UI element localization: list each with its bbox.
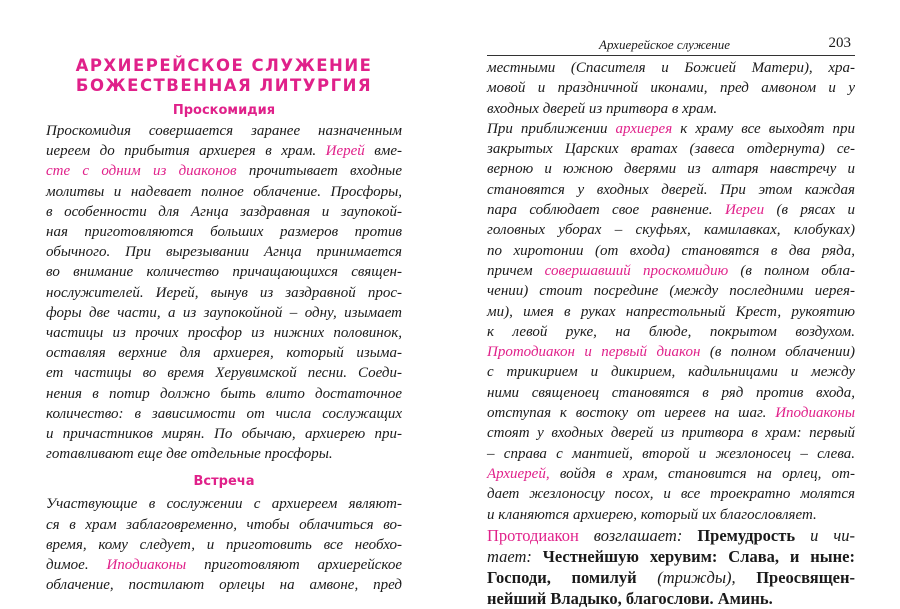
text-line: дает жезлоносцу посох, и все троекратно молятся [487, 486, 855, 503]
section-title-vstrecha: Встреча [193, 474, 255, 490]
text-line: верною и южною дверями из алтаря навстречу и [487, 161, 855, 178]
highlight-term: Иподиаконы [106, 557, 187, 574]
text-line: ними священоец становятся в ряд против входа, [487, 384, 855, 401]
text-line: Протодиакон возглашает: Премудрость и чи- [487, 525, 855, 545]
right-page-content [487, 58, 855, 609]
paragraph-proskomidia [46, 121, 402, 464]
text-line: частицы из прочих просфор из нижних половинок, [46, 325, 402, 342]
text-line: местными (Спасителя и Божией Матери), хра- [487, 60, 855, 76]
text-line [487, 588, 855, 609]
text-line: ная приготовляются больших размеров против [46, 224, 402, 241]
text-line: количество: в зависимости от числа сослужащих [46, 405, 402, 422]
text-line: ми), имея в руках напрестольный Крест, рукоятию [487, 303, 855, 320]
running-header [487, 37, 855, 56]
text-line: и кланяются архиерею, который их благословляет. [487, 506, 817, 523]
text-line: Участвующие в сослужении с архиереем являют- [46, 496, 402, 513]
text-line: обычного. При вырезывании Агнца принимается [46, 244, 402, 261]
text-line: чении) стоит посредине (между последними иерея- [487, 283, 855, 300]
text-line: становятся у входных дверей. При этом каждая [487, 181, 855, 198]
text-line: Проскомидия совершается заранее назначенным [46, 123, 402, 139]
text-line: тает: Честнейшую херувим: Слава, и ныне: [487, 546, 855, 566]
text-line: отступая к востоку от иереев на шаг. Иподиаконы [487, 405, 855, 422]
page-number: 203 [828, 35, 851, 51]
text-line: При приближении архиерея к храму все выходят при [487, 120, 855, 137]
text-line: форы две части, а из заупокойной – одну, изымает [46, 304, 402, 321]
left-page [46, 0, 402, 595]
paragraph-procession [487, 58, 855, 525]
highlight-term: совершавший проскомидию [544, 262, 729, 279]
text-line: Протодиакон и первый диакон (в полном облачении) [487, 344, 855, 361]
text-line: входных дверей из притвора в храм. [487, 100, 718, 117]
paragraph-proclamation [487, 525, 855, 609]
text-line: к левой руке, на блюде, покрытом воздухом. [487, 323, 855, 340]
text-line: – справа с мантией, второй и жезлоносец – слева. [487, 445, 855, 462]
text-line: закрытых Царских вратах (завеса отдернута) се- [487, 141, 855, 158]
paragraph-vstrecha [46, 494, 402, 595]
liturgical-text: нейший Владыко, благослови. Аминь. [487, 588, 773, 608]
section-title-proskomidia: Проскомидия [172, 103, 276, 118]
highlight-term: сте с одним из диаконов [46, 163, 237, 180]
highlight-term: Иподиаконы [775, 405, 855, 422]
text-line: пара соблюдает свое равнение. Иереи (в рясах и [487, 202, 855, 219]
highlight-term: Архиерей, [487, 465, 550, 482]
text-line: причем совершавший проскомидию (в полном обла- [487, 262, 855, 279]
text-line: сте с одним из диаконов прочитывает входные [46, 163, 402, 180]
main-title-line-2: БОЖЕСТВЕННАЯ ЛИТУРГИЯ [75, 76, 373, 95]
text-line: облачение, постилают орлецы на амвоне, пред [46, 577, 402, 594]
text-line: ся в храм заблаговременно, чтобы облачиться во- [46, 516, 402, 533]
text-line: время, кому следует, и приготовить все необхо- [46, 536, 402, 553]
text-line: мовой и праздничной иконами, пред амвоном и у [487, 80, 855, 97]
liturgical-text: Премудрость [697, 525, 796, 545]
text-line: иереем до прибытия архиерея в храм. Иерей вме- [46, 143, 402, 160]
liturgical-text: Господи, помилуй [487, 567, 637, 587]
text-line: ет частицы во время Херувимской песни. Соеди- [46, 365, 402, 382]
text-line: и причастников мирян. По обычаю, архиерею при- [46, 426, 402, 443]
text-line: оставляя верхние для архиерея, который изыма- [46, 345, 402, 362]
text-line: готавливают еще две отдельные просфоры. [46, 446, 333, 463]
text-line: головных уборах – скуфьях, камилавках, клобуках) [487, 222, 855, 239]
text-line: с трикирием и дикирием, кадильницами и между [487, 364, 855, 381]
highlight-term: Иерей [325, 143, 365, 160]
liturgical-text: Честнейшую херувим: Слава, и ныне: [542, 546, 855, 566]
highlight-term: архиерея [615, 120, 673, 137]
highlight-term: Иереи [724, 202, 765, 219]
liturgical-text: Преосвящен- [756, 567, 855, 587]
text-line: по хиротонии (от входа) становятся в два ряда, [487, 242, 855, 259]
text-line: в особенности для Агнца заздравная и заупокой- [46, 203, 402, 220]
text-line: димое. Иподиаконы приготовляют архиерейское [46, 557, 402, 574]
text-line: нения в потир должно быть влито достаточное [46, 385, 402, 402]
highlight-term: Протодиакон и первый диакон [487, 344, 701, 361]
text-line: нослужителей. Иерей, вынув из заздравной прос- [46, 284, 402, 301]
text-line: Архиерей, войдя в храм, становится на орлец, от- [487, 465, 855, 482]
text-line: стоят у входных дверей из притвора в храм: первый [487, 425, 855, 442]
text-line: молитвы и надевает полное облачение. Просфоры, [46, 183, 402, 200]
main-title-line-1: АРХИЕРЕЙСКОЕ СЛУЖЕНИЕ [75, 56, 373, 75]
running-title: Архиерейское служение [599, 37, 730, 52]
highlight-term: Протодиакон [487, 525, 579, 545]
text-line: во внимание количество причащающихся священ- [46, 264, 402, 281]
text-line: Господи, помилуй (трижды), Преосвящен- [487, 567, 855, 587]
